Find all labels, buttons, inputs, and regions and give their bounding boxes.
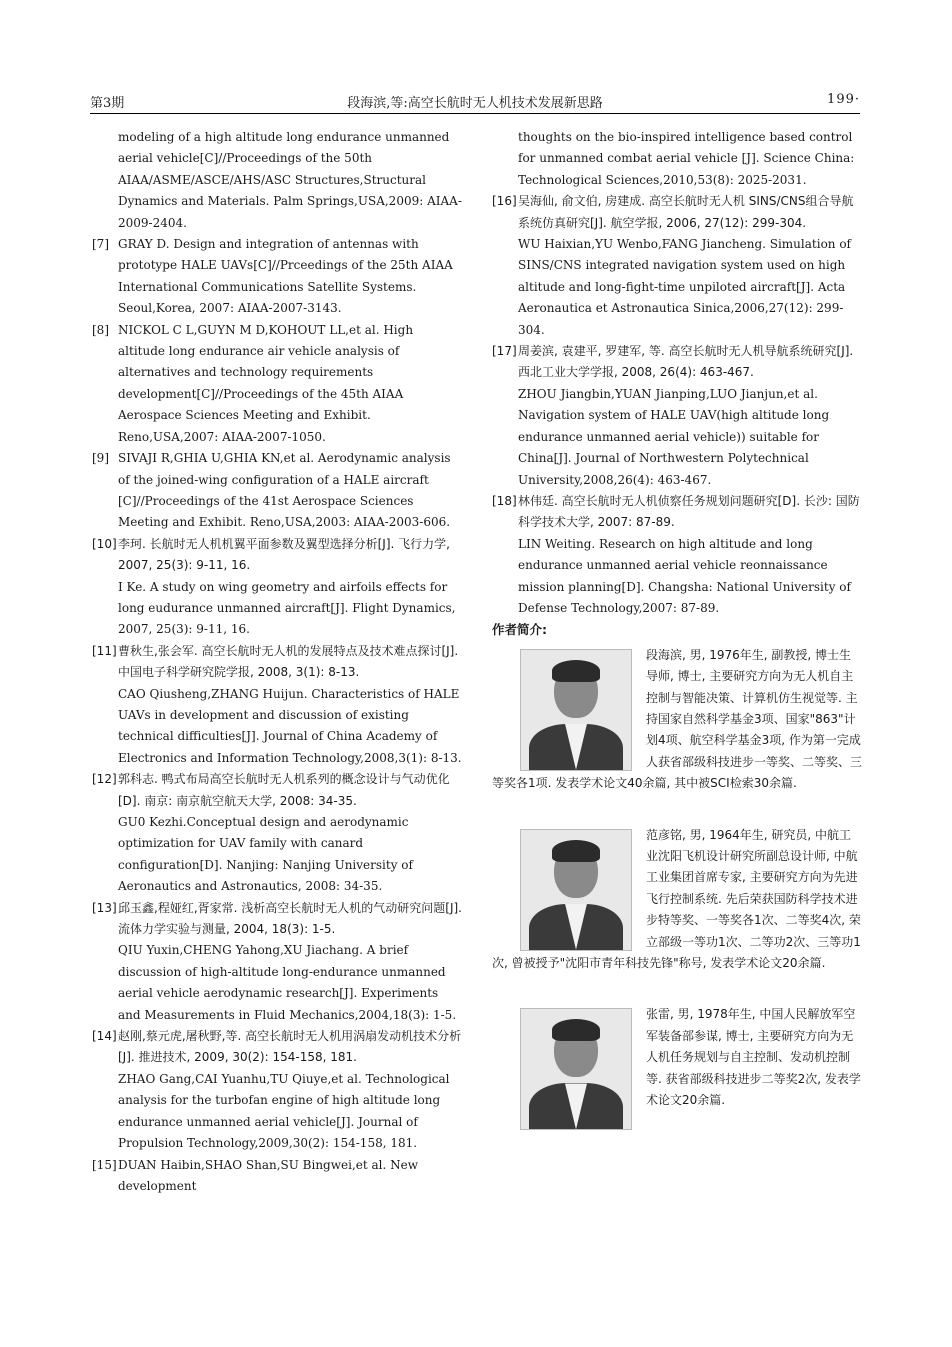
author-bio-3 [492, 1004, 862, 1111]
authors-heading: 作者简介: [492, 622, 547, 638]
reference-8: [8] NICKOL C L,GUYN M D,KOHOUT LL,et al. High altitude long endurance air vehicle analysis of alternatives and technology requirements development[C]//Proceedings of the 45th AIAA Aerospace Sciences Meeting and Exhibit. Reno,USA,2007: AIAA-2007-1050. [92, 322, 414, 444]
left-column [92, 127, 462, 1197]
author-bio-1 [492, 645, 862, 795]
reference-9: [9] SIVAJI R,GHIA U,GHIA KN,et al. Aerodynamic analysis of the joined-wing configuration of a HALE aircraft [C]//Proceedings of the 41st Aerospace Sciences Meeting and Exhibit. Reno,USA,2003: AIAA-2003-606. [92, 451, 451, 530]
author-bio-text: 段海滨, 男, 1976年生, 副教授, 博士生导师, 博士, 主要研究方向为无人机自主控制与智能决策、计算机仿生视觉等. 主持国家自然科学基金3项、国家"863"计划4项、航空科学基金3项, 作为第一完成人获省部级科技进步一等奖、二等奖、三等奖各1项. 发表学术论文40余篇, 其中被SCI检索30余篇. [492, 647, 863, 791]
page-number: 199· [827, 92, 860, 107]
author-photo [520, 829, 632, 951]
reference-10: [10]李珂. 长航时无人机机翼平面参数及翼型选择分析[J]. 飞行力学, 2007, 25(3): 9-11, 16. I Ke. A study on wing geometry and airfoils effects for long eudurance unmanned aircraft[J]. Flight Dynamics, 2007, 25(3): 9-11, 16. [92, 536, 456, 637]
reference-11: [11]曹秋生,张会军. 高空长航时无人机的发展特点及技术难点探讨[J]. 中国电子科学研究院学报, 2008, 3(1): 8-13. CAO Qiusheng,ZHANG Huijun. Characteristics of HALE UAVs in development and discussion of existing technical difficulties[J]. Journal of China Academy of Electronics and Information Technology,2008,3(1): 8-13. [92, 643, 462, 765]
header-rule [90, 113, 860, 114]
running-header [90, 92, 860, 112]
issue-label: 第3期 [90, 96, 125, 111]
reference-12: [12]郭科志. 鸭式布局高空长航时无人机系列的概念设计与气动优化[D]. 南京: 南京航空航天大学, 2008: 34-35. GU0 Kezhi.Conceptual design and aerodynamic optimization for UAV family with canard configuration[D]. Nanjing: Nanjing University of Aeronautics and Astronautics, 2008: 34-35. [92, 772, 450, 894]
author-bio-text: 张雷, 男, 1978年生, 中国人民解放军空军装备部参谋, 博士, 主要研究方向为无人机任务规划与自主控制、发动机控制等. 获省部级科技进步二等奖2次, 发表学术论文20余篇. [646, 1007, 861, 1108]
reference-14: [14]赵刚,蔡元虎,屠秋野,等. 高空长航时无人机用涡扇发动机技术分析[J]. 推进技术, 2009, 30(2): 154-158, 181. ZHAO Gang,CAI Yuanhu,TU Qiuye,et al. Technological analysis for the turbofan engine of high altitude long endurance unmanned aerial vehicle[J]. Journal of Propulsion Technology,2009,30(2): 154-158, 181. [92, 1029, 462, 1151]
author-bio-text: 范彦铭, 男, 1964年生, 研究员, 中航工业沈阳飞机设计研究所副总设计师, 中航工业集团首席专家, 主要研究方向为先进飞行控制系统. 先后荣获国防科学技术进步特等奖、一等奖各1次、二等奖4次, 荣立部级一等功1次、二等功2次、三等功1次, 曾被授予"沈阳市青年科技先锋"称号, 发表学术论文20余篇. [492, 827, 861, 971]
reference-6-cont: modeling of a high altitude long endurance unmanned aerial vehicle[C]//Proceedings of the 50th AIAA/ASME/ASCE/AHS/ASC Structures,Structural Dynamics and Materials. Palm Springs,USA,2009: AIAA-2009-2404. [118, 130, 462, 230]
running-title: 段海滨,等:高空长航时无人机技术发展新思路 [347, 96, 603, 111]
reference-18: [18]林伟廷. 高空长航时无人机侦察任务规划问题研究[D]. 长沙: 国防科学技术大学, 2007: 87-89. LIN Weiting. Research on high altitude and long endurance unmanned aerial vehicle reonnaissance mission planning[D]. Changsha: National University of Defense Technology,2007: 87-89. [492, 493, 860, 615]
right-column [492, 127, 862, 1132]
reference-17: [17]周姜滨, 袁建平, 罗建军, 等. 高空长航时无人机导航系统研究[J]. 西北工业大学学报, 2008, 26(4): 463-467. ZHOU Jiangbin,YUAN Jianping,LUO Jianjun,et al. Navigation system of HALE UAV(high altitude long endurance unmanned aerial vehicle)) suitable for China[J]. Journal of Northwestern Polytechnical University,2008,26(4): 463-467. [492, 344, 854, 487]
reference-15: [15]DUAN Haibin,SHAO Shan,SU Bingwei,et al. New development [92, 1157, 418, 1193]
author-photo [520, 649, 632, 771]
reference-16: [16]吴海仙, 俞文伯, 房建成. 高空长航时无人机 SINS/CNS组合导航系统仿真研究[J]. 航空学报, 2006, 27(12): 299-304. WU Haixian,YU Wenbo,FANG Jiancheng. Simulation of SINS/CNS integrated navigation system used on high altitude and long-fight-time unpiloted aircraft[J]. Acta Aeronautica et Astronautica Sinica,2006,27(12): 299-304. [492, 194, 854, 337]
reference-7: [7] GRAY D. Design and integration of antennas with prototype HALE UAVs[C]//Prceedings of the 25th AIAA International Communications Satellite Systems. Seoul,Korea, 2007: AIAA-2007-3143. [92, 237, 453, 316]
reference-13: [13]邱玉鑫,程娅红,胥家常. 浅析高空长航时无人机的气动研究问题[J]. 流体力学实验与测量, 2004, 18(3): 1-5. QIU Yuxin,CHENG Yahong,XU Jiachang. A brief discussion of high-altitude long-endurance unmanned aerial vehicle aerodynamic research[J]. Experiments and Measurements in Fluid Mechanics,2004,18(3): 1-5. [92, 900, 462, 1022]
author-photo [520, 1008, 632, 1130]
author-bio-2 [492, 825, 862, 975]
reference-15-cont: thoughts on the bio-inspired intelligence based control for unmanned combat aerial vehicle [J]. Science China: Technological Sciences,2010,53(8): 2025-2031. [518, 130, 855, 187]
